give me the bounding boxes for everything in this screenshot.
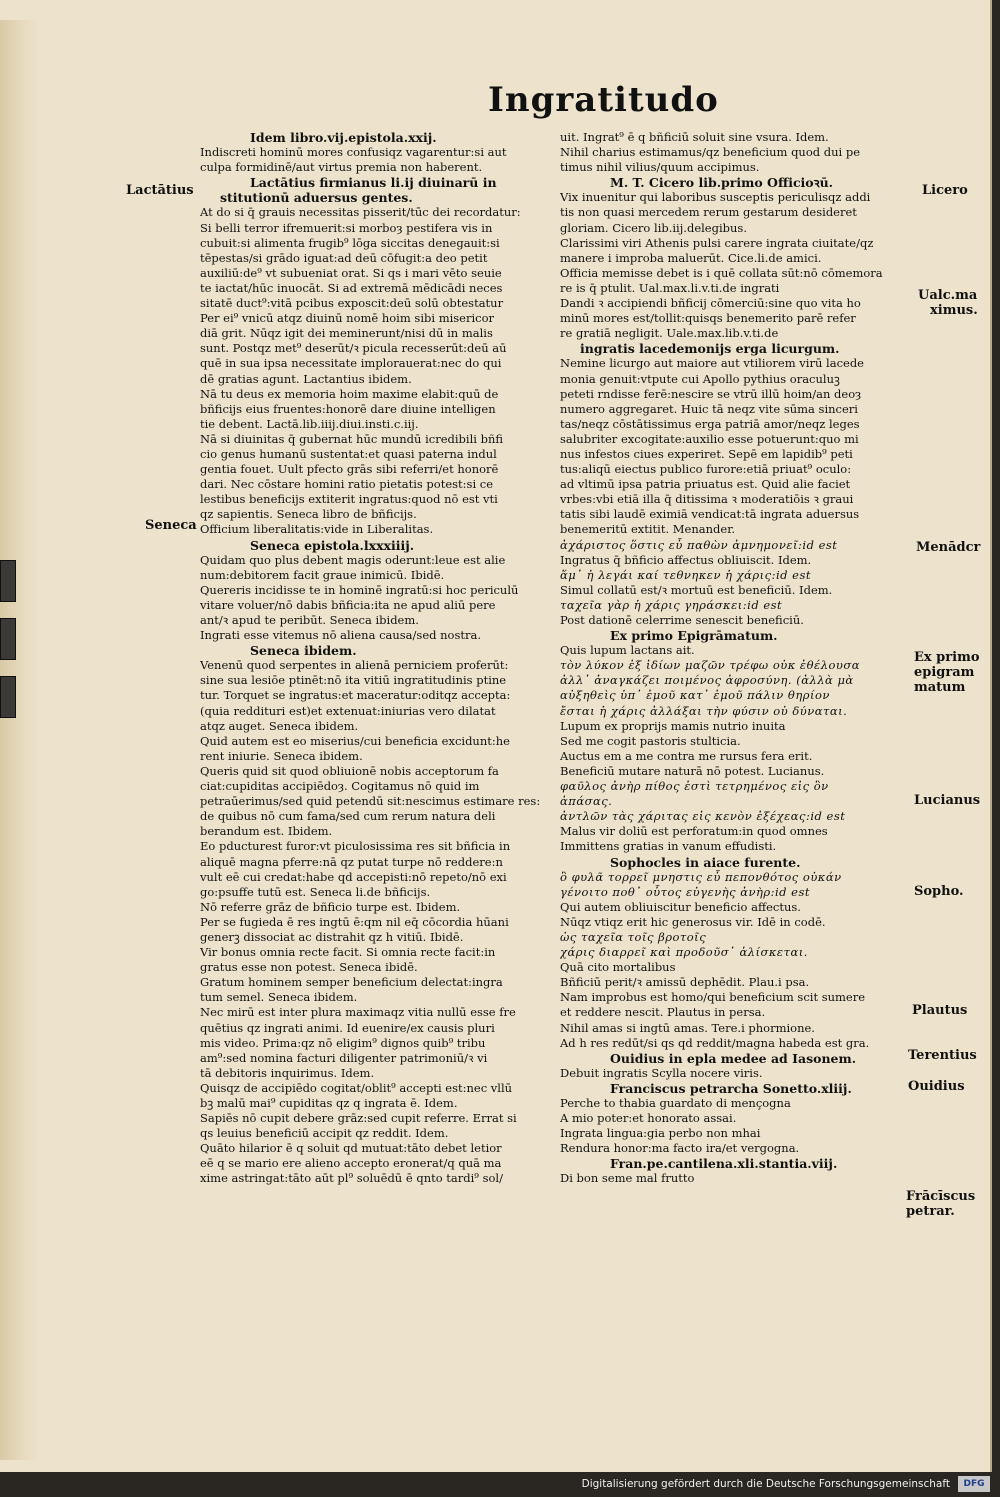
section-heading: Fran.pe.cantilena.xli.stantia.viij. <box>610 1156 838 1172</box>
text-line: lestibus beneficijs extiterit ingratus:quod nō est vti <box>200 492 498 507</box>
text-line: peteti rndisse ferē:nescire se vtrū illū hoim/an deoȝ <box>560 386 862 401</box>
text-line: et reddere nescit. Plautus in persa. <box>560 1005 766 1020</box>
text-line: tēpestas/si grādo iguat:ad deū cōfugit:a deo petit <box>200 250 488 265</box>
margin-note-seneca: Seneca <box>145 518 197 533</box>
text-line: Lupum ex proprijs mamis nutrio inuita <box>560 718 786 733</box>
text-line: numero aggregaret. Huic tā neqz vite sūma sinceri <box>560 401 858 416</box>
text-line: Ad h res redūt/si qs qd reddit/magna habeda est gra. <box>560 1035 870 1050</box>
text-line: Quā cito mortalibus <box>560 960 676 975</box>
text-line: Ingratus q̄ bñficio affectus obliuiscit. Idem. <box>560 552 812 567</box>
text-line: berandum est. Ibidem. <box>200 824 333 839</box>
index-tab <box>0 676 16 718</box>
text-line: tas/neqz cōstātissimus erga patriā amor/neqz leges <box>560 416 860 431</box>
text-line: Nemine licurgo aut maiore aut vtiliorem virū lacede <box>560 356 864 371</box>
text-line: Sed me cogit pastoris stulticia. <box>560 733 741 748</box>
text-line: culpa formidinē/aut virtus premia non haberent. <box>200 160 483 175</box>
margin-note-ouidius: Ouidius <box>908 1079 965 1094</box>
section-heading: Seneca ibidem. <box>250 643 357 659</box>
text-line: manere i improba maluerūt. Cice.li.de amici. <box>560 250 822 265</box>
text-line: Di bon seme mal frutto <box>560 1171 695 1186</box>
section-heading: Franciscus petrarcha Sonetto.xliij. <box>610 1080 852 1096</box>
text-line: ἀλλ᾽ ἀναγκάζει ποιμένος ἀφροσύνη. (ἀλλὰ μὰ <box>560 673 854 688</box>
text-line: tis non quasi mercedem rerum gestarum desideret <box>560 205 857 220</box>
text-line: Bñficiū perit/ꝛ amissū dephēdit. Plau.i psa. <box>560 975 810 990</box>
text-line: tā debitoris inquirimus. Idem. <box>200 1065 375 1080</box>
text-line: gratus esse non potest. Seneca ibidē. <box>200 960 418 975</box>
margin-note-line: ximus. <box>930 303 978 318</box>
text-line: qz sapientis. Seneca libro de bñficijs. <box>200 507 417 522</box>
page-title: Ingratitudo <box>488 80 719 120</box>
text-line: salubriter excogitate:auxilio esse potuerunt:quo mi <box>560 431 859 446</box>
text-line: sine sua lesiōe ptinēt:nō ita vitiū ingratitudinis ptine <box>200 673 507 688</box>
text-line: qs leuius beneficiū accipit qz reddit. Idem. <box>200 1126 449 1141</box>
text-line: ταχεῖα γὰρ ἡ χάρις γηράσκει:id est <box>560 597 783 612</box>
text-line: dari. Nec cōstare homini ratio pietatis potest:si ce <box>200 477 494 492</box>
margin-note-line: epigram <box>914 665 975 680</box>
text-line: Auctus em a me contra me rursus fera erit. <box>560 748 813 763</box>
text-line: vitare voluer/nō dabis bñficia:ita ne apud aliū pere <box>200 597 496 612</box>
text-line: bñficijs eius fruentes:honorē dare diuine intelligen <box>200 401 496 416</box>
section-heading: stitutionū aduersus gentes. <box>220 190 413 206</box>
text-line: ad vltimū ipsa patria priuatus est. Quid alie faciet <box>560 477 851 492</box>
text-line: ἀντλῶν τὰς χάριτας εἰς κενὸν ἐξέχεας:id est <box>560 809 846 824</box>
text-line: sunt. Postqz met⁹ deserūt/ꝛ picula recesserūt:deū aū <box>200 341 507 356</box>
funding-note: Digitalisierung gefördert durch die Deutsche Forschungsgemeinschaft <box>581 1478 950 1490</box>
text-line: cio genus humanū sustentat:et quasi paterna indul <box>200 446 497 461</box>
text-line: Gratum hominem semper beneficium delectat:ingra <box>200 975 503 990</box>
text-line: χάρις διαρρεῖ καὶ προδοῦσ᾽ ἁλίσκεται. <box>560 945 808 960</box>
text-line: quē in sua ipsa necessitate implorauerat:nec do qui <box>200 356 502 371</box>
text-line: eē q se mario ere alieno accepto eronerat/q quā ma <box>200 1156 502 1171</box>
section-heading: Ouidius in epla medee ad Iasonem. <box>610 1050 857 1066</box>
text-line: Quis lupum lactans ait. <box>560 643 695 658</box>
text-line: Per ei⁹ vnicū atqz diuinū nomē hoim sibi misericor <box>200 311 495 326</box>
text-line: gentia fouet. Uult pfecto grās sibi referri/et honorē <box>200 462 499 477</box>
text-line: Nō referre grāz de bñficio turpe est. Ibidem. <box>200 899 461 914</box>
text-line: Debuit ingratis Scylla nocere viris. <box>560 1065 763 1080</box>
text-line: τὸν λύκον ἐξ ἰδίων μαζῶν τρέφω οὐκ ἐθέλουσα <box>560 658 861 673</box>
text-line: Vix inuenitur qui laboribus susceptis periculisqz addi <box>560 190 871 205</box>
text-line: φαῦλος ἀνὴρ πίθος ἐστὶ τετρημένος εἰς ὃν <box>560 779 829 794</box>
text-line: atqz auget. Seneca ibidem. <box>200 718 359 733</box>
text-line: Immittens gratias in vanum effudisti. <box>560 839 777 854</box>
text-line: ciat:cupiditas accipiēdoȝ. Cogitamus nō quid im <box>200 779 480 794</box>
text-line: benemeritū extitit. Menander. <box>560 522 736 537</box>
text-line: timus nihil vilius/quum accipimus. <box>560 160 760 175</box>
section-heading: ingratis lacedemonijs erga licurgum. <box>580 341 840 357</box>
text-line: de quibus nō cum fama/sed cum rerum natura deli <box>200 809 496 824</box>
text-line: Eo pducturest furor:vt piculosissima res sit bñficia in <box>200 839 511 854</box>
dfg-logo: DFG <box>958 1476 990 1492</box>
text-line: Nam improbus est homo/qui beneficium scit sumere <box>560 990 866 1005</box>
margin-note-line: Ualc.ma <box>918 288 978 303</box>
text-line: tie debent. Lactā.lib.iiij.diui.insti.c.iij. <box>200 416 419 431</box>
text-line: vrbes:vbi etiā illa q̄ ditissima ꝛ moderatiōis ꝛ graui <box>560 492 854 507</box>
text-line: Quāto hilarior ē q soluit qd mutuat:tāto debet letior <box>200 1141 502 1156</box>
text-line: Quidam quo plus debent magis oderunt:leue est alie <box>200 552 506 567</box>
text-line: Ingrati esse vitemus nō aliena causa/sed nostra. <box>200 628 482 643</box>
text-line: generꝫ dissociat ac distrahit qz h vitiū. Ibidē. <box>200 929 464 944</box>
text-column-right <box>560 130 910 1187</box>
text-line: Officia memisse debet is i quē collata sūt:nō cōmemora <box>560 265 883 280</box>
text-line: Indiscreti hominū mores confusiqz vagarentur:si aut <box>200 145 507 160</box>
text-line: Nihil amas si ingtū amas. Tere.i phormione. <box>560 1020 815 1035</box>
text-line: Qui autem obliuiscitur beneficio affectus. <box>560 899 801 914</box>
text-line: Nec mirū est inter plura maximaqz vitia nullū esse fre <box>200 1005 516 1020</box>
text-line: auxiliū:de⁹ vt subueniat orat. Si qs i mari vēto seuie <box>200 265 502 280</box>
margin-note-epigrammatum <box>914 650 980 695</box>
text-line: diā grit. Nūqz igit dei meminerunt/nisi dū in malis <box>200 326 493 341</box>
section-heading: Ex primo Epigrāmatum. <box>610 628 778 644</box>
text-line: ἅμ᾽ ἠ λεγάι καί τεθνηκεν ἡ χάρις:id est <box>560 567 812 582</box>
text-line: Sapiēs nō cupit debere grāz:sed cupit referre. Errat si <box>200 1111 517 1126</box>
section-heading: Seneca epistola.lxxxiiij. <box>250 537 415 553</box>
text-line: sitatē duct⁹:vitā pcibus exposcit:deū solū obtestatur <box>200 296 504 311</box>
text-line: αὐξηθεὶς ὑπ᾽ ἐμοῦ κατ᾽ ἐμοῦ πάλιν θηρίον <box>560 688 830 703</box>
text-line: tus:aliqū eiectus publico furore:etiā priuat⁹ oculo: <box>560 462 852 477</box>
text-line: ὃ φυλᾶ τορρεῖ μνηστις εὖ πεπονθότος οὐκάν <box>560 869 842 884</box>
section-heading: Idem libro.vij.epistola.xxij. <box>250 130 437 145</box>
text-line: rent iniurie. Seneca ibidem. <box>200 748 363 763</box>
margin-note-terentius: Terentius <box>908 1048 977 1063</box>
text-line: Ingrata lingua:gia perbo non mhai <box>560 1126 761 1141</box>
index-tabs <box>0 560 14 734</box>
margin-note-menander: Menādcr <box>916 540 981 555</box>
section-heading: M. T. Cicero lib.primo Officioꝛū. <box>610 175 834 191</box>
text-line: bꝫ malū mai⁹ cupiditas qz q ingrata ē. Idem. <box>200 1096 458 1110</box>
text-line: Rendura honor:ma facto ira/et vergogna. <box>560 1141 800 1156</box>
text-line: Nā si diuinitas q̄ gubernat hūc mundū icredibili bñfi <box>200 431 504 446</box>
margin-note-cicero: Licero <box>922 183 968 198</box>
text-line: Nūqz vtiqz erit hic generosus vir. Idē in codē. <box>560 914 826 929</box>
margin-note-lactantius: Lactātius <box>126 183 194 198</box>
text-line: Venenū quod serpentes in alienā perniciem proferūt: <box>200 658 509 673</box>
text-line: xime astringat:tāto aūt pl⁹ soluēdū ē qnto tardi⁹ sol/ <box>200 1171 503 1186</box>
section-heading: Lactātius firmianus li.ij diuinarū in <box>250 175 497 191</box>
text-line: tatis sibi laudē eximiā vendicat:tā ingrata aduersus <box>560 507 860 522</box>
text-line: Simul collatū est/ꝛ mortuū est beneficiū. Idem. <box>560 582 833 597</box>
margin-note-lucianus: Lucianus <box>914 793 981 808</box>
text-line: re gratiā negligit. Uale.max.lib.v.ti.de <box>560 326 779 341</box>
text-line: A mio poter:et honorato assai. <box>560 1111 737 1126</box>
text-line: ἀχάριστος ὅστις εὖ παθὼν ἀμνημονεῖ:id est <box>560 537 838 552</box>
text-line: Quisqz de accipiēdo cogitat/oblit⁹ accepti est:nec vllū <box>200 1080 513 1095</box>
text-line: dē gratias agunt. Lactantius ibidem. <box>200 371 412 386</box>
text-line: re is q̄ ptulit. Ual.max.li.v.ti.de ingrati <box>560 280 780 295</box>
index-tab <box>0 560 16 602</box>
text-line: ant/ꝛ apud te peribūt. Seneca ibidem. <box>200 613 419 627</box>
text-line: vult eē cui credat:habe qd accepisti:nō repeto/nō exi <box>200 869 507 884</box>
text-line: ὡς ταχεῖα τοῖς βροτοῖς <box>560 929 707 944</box>
text-line: Vir bonus omnia recte facit. Si omnia recte facit:in <box>200 945 496 960</box>
text-line: (quia reddituri est)et extenuat:iniurias vero dilatat <box>200 703 496 718</box>
margin-note-line: Ex primo <box>914 650 980 665</box>
text-line: cubuit:si alimenta frugib⁹ lōga siccitas denegauit:si <box>200 235 500 250</box>
text-line: Perche to thabia guardato di mençogna <box>560 1096 791 1110</box>
text-line: aliquē magna pferre:nā qz putat turpe nō reddere:n <box>200 854 503 869</box>
text-line: ἔσται ἡ χάρις ἀλλάξαι τὴν φύσιν οὐ δύναται. <box>560 703 848 718</box>
text-line: Dandi ꝛ accipiendi bñficij cōmerciū:sine quo vita ho <box>560 296 861 311</box>
text-line: Beneficiū mutare naturā nō potest. Lucianus. <box>560 763 825 778</box>
footer-bar <box>0 1472 1000 1497</box>
text-line: go:psuffe tutū est. Seneca li.de bñficijs. <box>200 884 431 899</box>
margin-note-line: matum <box>914 680 966 695</box>
text-line: Post dationē celerrime senescit beneficiū. <box>560 613 804 627</box>
text-line: tum semel. Seneca ibidem. <box>200 990 358 1005</box>
text-line: Si belli terror ifremuerit:si morboȝ pestifera vis in <box>200 220 493 235</box>
section-heading: Sophocles in aiace furente. <box>610 854 801 870</box>
text-line: γένοιτο ποθ᾽ οὗτος εὐγενὴς ἀνὴρ:id est <box>560 884 811 899</box>
index-tab <box>0 618 16 660</box>
margin-note-plautus: Plautus <box>912 1003 968 1018</box>
margin-note-line: petrar. <box>906 1204 955 1219</box>
margin-note-sopho: Sopho. <box>914 884 964 899</box>
text-line: gloriam. Cicero lib.iij.delegibus. <box>560 220 747 235</box>
text-line: Queris quid sit quod obliuionē nobis acceptorum fa <box>200 763 499 778</box>
text-line: At do si q̄ grauis necessitas pisserit/tūc dei recordatur: <box>200 205 521 220</box>
text-line: minū mores est/tollit:quisqs benemerito parē refer <box>560 311 856 326</box>
margin-note-line: Frācīscus <box>906 1189 976 1204</box>
text-line: Quid autem est eo miserius/cui beneficia excidunt:he <box>200 733 510 748</box>
text-line: Per se fugieda ē res ingtū ē:qm nil eq̄ cōcordia hūani <box>200 914 509 929</box>
text-line: tur. Torquet se ingratus:et maceratur:oditqz accepta: <box>200 688 511 703</box>
text-line: Clarissimi viri Athenis pulsi carere ingrata ciuitate/qz <box>560 235 874 250</box>
page-binding <box>0 20 40 1460</box>
text-line: nus infestos ciues experiret. Sepē em lapidib⁹ peti <box>560 446 853 461</box>
text-line: uit. Ingrat⁹ ē q bñficiū soluit sine vsura. Idem. <box>560 130 829 144</box>
text-line: Malus vir doliū est perforatum:in quod omnes <box>560 824 828 839</box>
text-line: quētius qz ingrati animi. Id euenire/ex causis pluri <box>200 1020 495 1035</box>
text-line: num:debitorem facit graue inimicū. Ibidē. <box>200 567 445 582</box>
text-line: Nihil charius estimamus/qz beneficium quod dui pe <box>560 145 861 160</box>
margin-note-valerius <box>918 288 978 318</box>
text-line: te iactat/hūc inuocāt. Si ad extremā mēdicādi neces <box>200 280 503 295</box>
text-line: Nā tu deus ex memoria hoim maxime elabit:quū de <box>200 386 499 401</box>
text-line: am⁹:sed nomina facturi diligenter patrimoniū/ꝛ vi <box>200 1050 488 1065</box>
text-line: petraūerimus/sed quid petendū sit:nescimus estimare res: <box>200 794 541 809</box>
text-line: Quereris incidisse te in hominē ingratū:si hoc periculū <box>200 582 519 597</box>
text-line: monia genuit:vtpute cui Apollo pythius oraculuꝫ <box>560 371 840 386</box>
margin-note-petrarca <box>906 1189 975 1219</box>
text-line: Officium liberalitatis:vide in Liberalitas. <box>200 522 434 537</box>
text-line: mis video. Prima:qz nō eligim⁹ dignos quib⁹ tribu <box>200 1035 486 1050</box>
text-line: ἁπάσας. <box>560 794 613 809</box>
text-column-left <box>200 130 555 1187</box>
